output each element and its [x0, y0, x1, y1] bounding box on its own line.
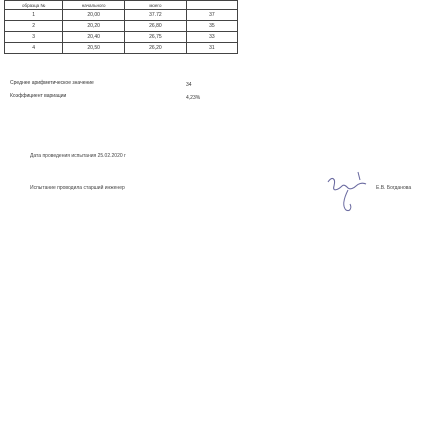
summary-value: 34 — [186, 82, 192, 88]
table-cell: 3 — [5, 32, 63, 43]
table-header-row — [5, 1, 238, 10]
table-cell: 2 — [5, 21, 63, 32]
table-header-cell — [186, 1, 237, 10]
signer-line: Испытание проводила старший инженер — [30, 185, 125, 191]
summary-block — [4, 80, 240, 106]
table-cell: 33 — [186, 32, 237, 43]
table-cell: 26,80 — [125, 21, 187, 32]
summary-label: Коэффициент вариации — [10, 93, 67, 99]
results-table — [4, 0, 238, 54]
table-header-cell: образца № — [5, 1, 63, 10]
table-cell: 26,20 — [125, 43, 187, 54]
summary-value: 4,23% — [186, 95, 201, 101]
signer-name: Е.В. Богданова — [376, 185, 412, 191]
table-row — [5, 21, 238, 32]
table-cell: 37 — [186, 10, 237, 21]
handwritten-signature — [322, 168, 370, 234]
table-row — [5, 32, 238, 43]
summary-label: Среднее арифметическое значение — [10, 80, 94, 86]
table-cell: 20,00 — [63, 10, 125, 21]
table-cell: 37.72 — [125, 10, 187, 21]
table-header-cell: моего — [125, 1, 187, 10]
table-cell: 31 — [186, 43, 237, 54]
table-cell: 20,20 — [63, 21, 125, 32]
table-cell: 35 — [186, 21, 237, 32]
summary-row-variation — [4, 93, 240, 106]
table-cell: 26,75 — [125, 32, 187, 43]
table-row — [5, 10, 238, 21]
summary-row-mean — [4, 80, 240, 93]
test-date-line: Дата проведения испытания 25.02.2020 г — [30, 153, 126, 159]
table-row — [5, 43, 238, 54]
table-cell: 4 — [5, 43, 63, 54]
table-cell: 20,50 — [63, 43, 125, 54]
table-cell: 20,40 — [63, 32, 125, 43]
table-header-cell: начального — [63, 1, 125, 10]
table-cell: 1 — [5, 10, 63, 21]
